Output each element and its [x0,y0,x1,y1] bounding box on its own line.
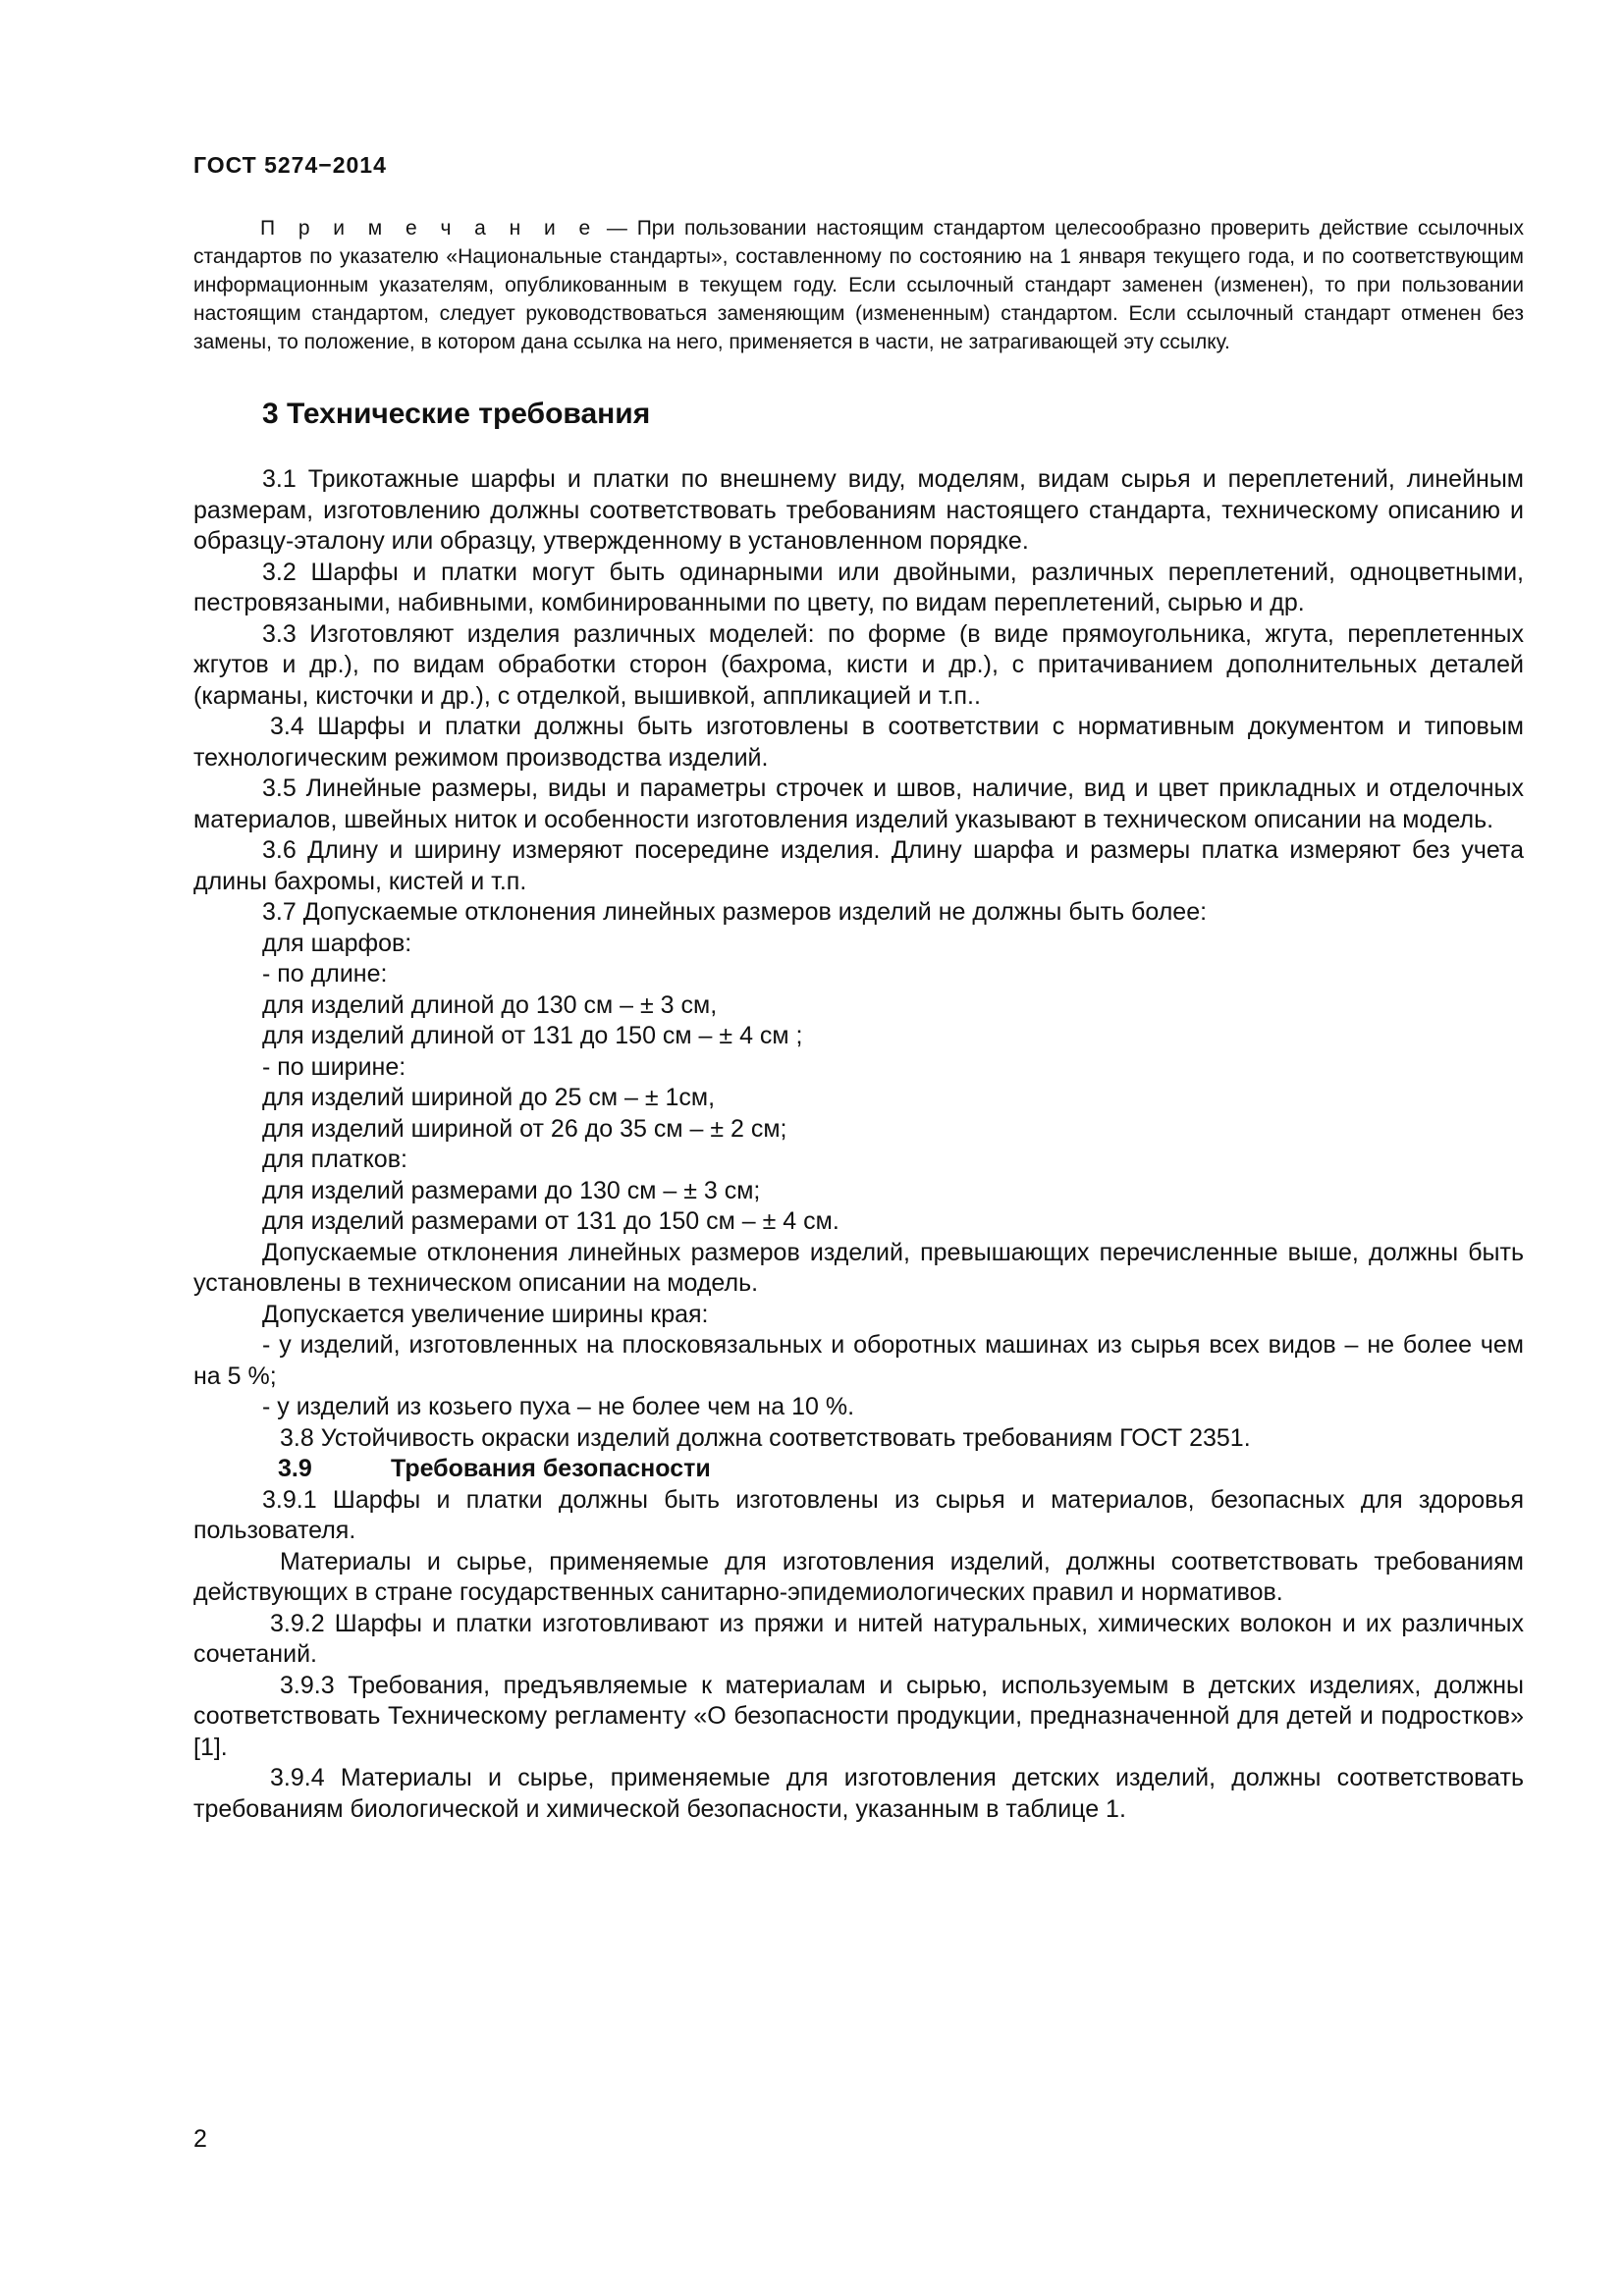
paragraph-edge-width-b: - у изделий из козьего пуха – не более чем на 10 %. [262,1393,855,1420]
list-item: для изделий шириной от 26 до 35 см – ± 2 см; [262,1114,787,1143]
paragraph-3-3: 3.3 Изготовляют изделия различных моделей: по форме (в виде прямоугольника, жгута, переплетенных жгутов и др.), по видам обработки сторон (бахрома, кисти и др.), с притачиванием дополнительных деталей (карманы, кисточки и др.), с отделкой, вышивкой, аппликацией и т.п.. [193,619,1524,710]
paragraph-3-5: 3.5 Линейные размеры, виды и параметры строчек и швов, наличие, вид и цвет прикладных и отделочных материалов, швейных ниток и особенности изготовления изделий указывают в техническом описании на модель. [193,774,1524,833]
note-label: П р и м е ч а н и е [260,217,598,240]
paragraph-3-9-1b: Материалы и сырье, применяемые для изготовления изделий, должны соответствовать требованиям действующих в стране государственных санитарно-эпидемиологических правил и нормативов. [193,1547,1524,1606]
paragraph-edge-width: Допускается увеличение ширины края: [262,1300,709,1328]
paragraph-3-2: 3.2 Шарфы и платки могут быть одинарными или двойными, различных переплетений, одноцветными, пестровязаными, набивными, комбинированными по цвету, по видам переплетений, сырью и др. [193,558,1524,616]
paragraph-3-9-2: 3.9.2 Шарфы и платки изготовливают из пряжи и нитей натуральных, химических волокон и их различных сочетаний. [193,1609,1524,1668]
paragraph-3-9-1: 3.9.1 Шарфы и платки должны быть изготовлены из сырья и материалов, безопасных для здоровья пользователя. [193,1485,1524,1544]
section-body [193,464,1524,1825]
list-item: - по длине: [262,960,388,988]
list-item: для изделий размерами до 130 см – ± 3 см; [262,1176,761,1204]
list-item: - по ширине: [262,1052,406,1081]
section-title: 3 Технические требования [262,398,651,430]
paragraph-3-4: 3.4 Шарфы и платки должны быть изготовлены в соответствии с нормативным документом и типовым технологическим режимом производства изделий. [193,713,1524,772]
paragraph-3-9-3: 3.9.3 Требования, предъявляемые к материалам и сырью, используемым в детских изделиях, должны соответствовать Техническому регламенту «О безопасности продукции, предназначенной для детей и подростков» [1]. [193,1671,1524,1761]
list-item: для шарфов: [262,929,412,957]
document-page [193,152,1524,1825]
list-item: для изделий длиной до 130 см – ± 3 см, [262,990,718,1019]
subsection-heading: Требования безопасности [391,1455,711,1482]
list-item: для платков: [262,1146,407,1173]
note-text: — При пользовании настоящим стандартом целесообразно проверить действие ссылочных стандартов по указателю «Национальные стандарты», составленному по состоянию на 1 января текущего года, и по соответствующим информационным указателям, опубликованным в текущем году. Если ссылочный стандарт заменен (изменен), то при пользовании настоящим стандартом, следует руководствоваться заменяющим (измененным) стандартом. Если ссылочный стандарт отменен без замены, то положение, в котором дана ссылка на него, применяется в части, не затрагивающей эту ссылку. [193,217,1524,353]
paragraph-3-1: 3.1 Трикотажные шарфы и платки по внешнему виду, моделям, видам сырья и переплетений, линейным размерам, изготовлению должны соответствовать требованиям настоящего стандарта, техническому описанию и образцу-эталону или образцу, утвержденному в установленном порядке. [193,465,1524,555]
paragraph-edge-width-a: - у изделий, изготовленных на плосковязальных и оборотных машинах из сырья всех видов – не более чем на 5 %; [193,1331,1524,1390]
document-header: ГОСТ 5274−2014 [193,152,387,178]
reference-note [193,214,1524,356]
page-number: 2 [193,2125,207,2153]
list-item: для изделий длиной от 131 до 150 см – ± 4 см ; [262,1022,803,1049]
subsection-number: 3.9 [278,1455,312,1482]
paragraph-3-9-4: 3.9.4 Материалы и сырье, применяемые для изготовления детских изделий, должны соответствовать требованиям биологической и химической безопасности, указанным в таблице 1. [193,1764,1524,1823]
paragraph-3-8: 3.8 Устойчивость окраски изделий должна соответствовать требованиям ГОСТ 2351. [280,1423,1251,1452]
paragraph-3-7: 3.7 Допускаемые отклонения линейных размеров изделий не должны быть более: [262,898,1208,926]
list-item: для изделий размерами от 131 до 150 см – ± 4 см. [262,1207,839,1235]
paragraph-3-6: 3.6 Длину и ширину измеряют посередине изделия. Длину шарфа и размеры платка измеряют без учета длины бахромы, кистей и т.п. [193,836,1524,895]
subsection-title [193,1454,1524,1485]
paragraph-deviations: Допускаемые отклонения линейных размеров изделий, превышающих перечисленные выше, должны быть установлены в техническом описании на модель. [193,1238,1524,1297]
list-item: для изделий шириной до 25 см – ± 1см, [262,1084,716,1111]
